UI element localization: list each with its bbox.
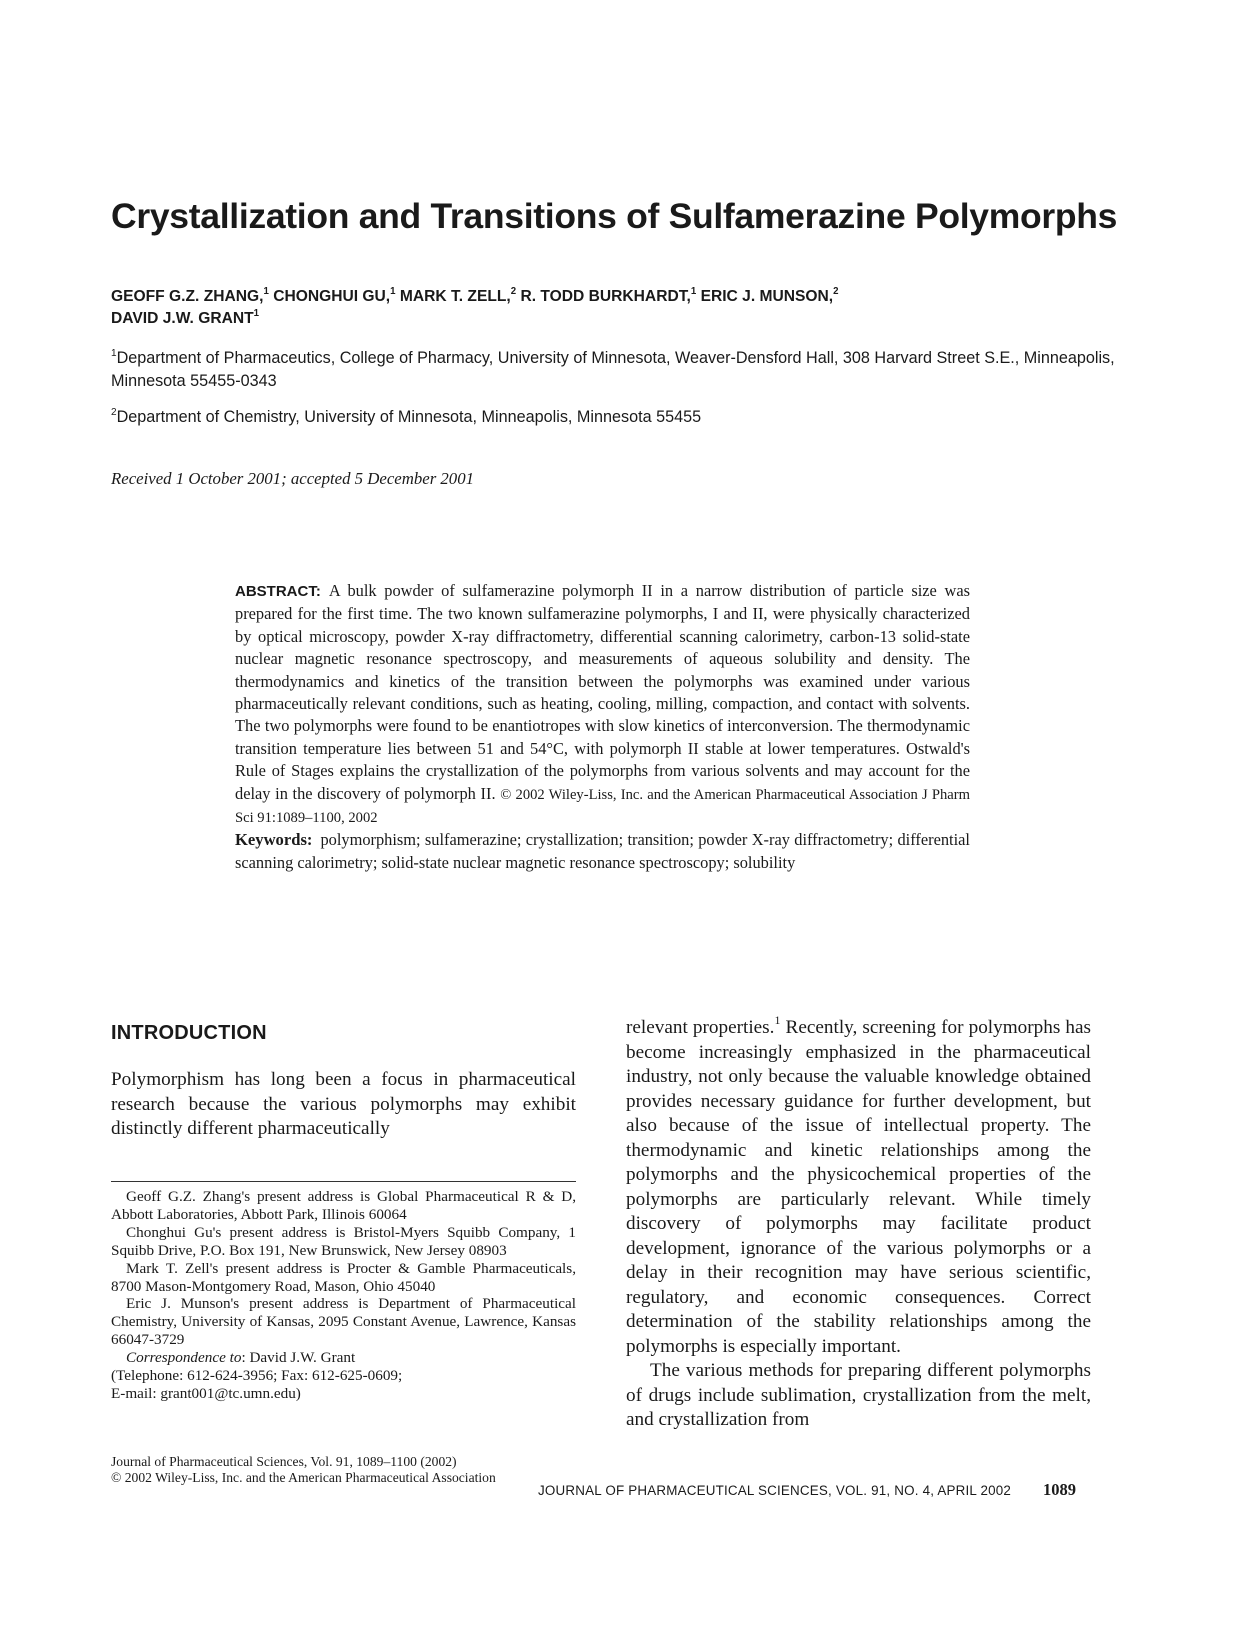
abstract-label: ABSTRACT: — [235, 583, 321, 600]
copyright-line: © 2002 Wiley-Liss, Inc. and the American Pharmaceutical Association — [111, 1470, 496, 1486]
running-footer: JOURNAL OF PHARMACEUTICAL SCIENCES, VOL. 91, NO. 4, APRIL 2002 — [538, 1483, 1012, 1498]
footnote-munson: Eric J. Munson's present address is Department of Pharmaceutical Chemistry, University of Kansas, 2095 Constant Avenue, Lawrence, Kansas 66047-3729 — [111, 1295, 576, 1349]
author: ERIC J. MUNSON,$^2$ — [700, 285, 839, 305]
affiliation: $^2$Department of Chemistry, University of Minnesota, Minneapolis, Minnesota 55455 — [111, 406, 702, 426]
abstract — [235, 580, 970, 874]
author: R. TODD BURKHARDT,$^1$ — [520, 285, 697, 305]
author-list — [111, 286, 1111, 330]
intro-right-column — [626, 1013, 1091, 1433]
footnote-zhang: Geoff G.Z. Zhang's present address is Global Pharmaceutical R & D, Abbott Laboratories, Abbott Park, Illinois 60064 — [111, 1188, 576, 1223]
footnote-correspondence: Correspondence to: David J.W. Grant — [126, 1349, 356, 1367]
page-number: 1089 — [1043, 1480, 1076, 1499]
received-dates: Received 1 October 2001; accepted 5 December 2001 — [111, 469, 474, 488]
journal-note — [111, 1454, 586, 1486]
intro-left-paragraph: Polymorphism has long been a focus in pharmaceutical research because the various polymorphs may exhibit distinctly different pharmaceutically — [111, 1069, 576, 1140]
footnotes — [111, 1188, 576, 1403]
abstract-body — [235, 580, 970, 829]
abstract-text: A bulk powder of sulfamerazine polymorph II in a narrow distribution of particle size was prepared for the first time. The two known sulfamerazine polymorphs, I and II, were physically characterized by optical microscopy, powder X-ray diffractometry, differential scanning calorimetry, carbon-13 solid-state nuclear magnetic resonance spectroscopy, and measurements of aqueous solubility and density. The thermodynamics and kinetics of the transition between the polymorphs was examined under various pharmaceutically relevant conditions, such as heating, cooling, milling, compaction, and contact with solvents. The two polymorphs were found to be enantiotropes with slow kinetics of interconversion. The thermodynamic transition temperature lies between 51 and 54°C, with polymorph II stable at lower temperatures. Ostwald's Rule of Stages explains the crystallization of the polymorphs from various solvents and may account for the delay in the discovery of polymorph II. — [235, 581, 970, 803]
author: MARK T. ZELL,$^2$ — [399, 285, 517, 305]
author: CHONGHUI GU,$^1$ — [273, 285, 396, 305]
journal-note-line: Journal of Pharmaceutical Sciences, Vol. 91, 1089–1100 (2002) — [111, 1454, 457, 1469]
keywords-text: polymorphism; sulfamerazine; crystallization; transition; powder X-ray diffractometry; differential scanning calorimetry; solid-state nuclear magnetic resonance spectroscopy; solubility — [235, 830, 970, 872]
footnote-divider — [111, 1181, 576, 1182]
keywords-label: Keywords: — [235, 830, 313, 850]
author: GEOFF G.Z. ZHANG,$^1$ — [111, 285, 269, 305]
footnote-gu: Chonghui Gu's present address is Bristol-Myers Squibb Company, 1 Squibb Drive, P.O. Box 191, New Brunswick, New Jersey 08903 — [111, 1223, 576, 1259]
footnote-telephone: (Telephone: 612-624-3956; Fax: 612-625-0609; — [111, 1367, 403, 1385]
abstract-citation: © 2002 Wiley-Liss, Inc. and the American Pharmaceutical Association J Pharm Sci 91:1089–1100, 2002 — [235, 786, 970, 827]
paper-title: Crystallization and Transitions of Sulfamerazine Polymorphs — [111, 196, 1118, 236]
citation-ref[interactable]: 1 — [774, 1013, 781, 1028]
section-heading-introduction: INTRODUCTION — [111, 1022, 267, 1044]
keywords — [235, 829, 970, 874]
author: DAVID J.W. GRANT$^1$ — [111, 307, 260, 327]
affiliation: $^1$Department of Pharmaceutics, College of Pharmacy, University of Minnesota, Weaver-Densford Hall, 308 Harvard Street S.E., Minneapolis, Minnesota 55455-0343 — [111, 347, 1115, 390]
footnote-zell: Mark T. Zell's present address is Procter & Gamble Pharmaceuticals, 8700 Mason-Montgomery Road, Mason, Ohio 45040 — [111, 1259, 576, 1295]
footnote-email: E-mail: grant001@tc.umn.edu) — [111, 1384, 301, 1402]
intro-paragraph: relevant properties.$^1$ Recently, screening for polymorphs has become increasingly emphasized in the pharmaceutical industry, not only because the valuable knowledge obtained provides necessary guidance for further development, but also because of the issue of intellectual property. The thermodynamic and kinetic relationships among the polymorphs and the physicochemical properties of the polymorphs are particularly relevant. While timely discovery of polymorphs may facilitate product development, ignorance of the various polymorphs or a delay in their recognition may have serious scientific, regulatory, and economic consequences. Correct determination of the stability relationships among the polymorphs is especially important. — [626, 1013, 1091, 1357]
intro-paragraph: The various methods for preparing different polymorphs of drugs include sublimation, crystallization from the melt, and crystallization from — [626, 1360, 1091, 1430]
